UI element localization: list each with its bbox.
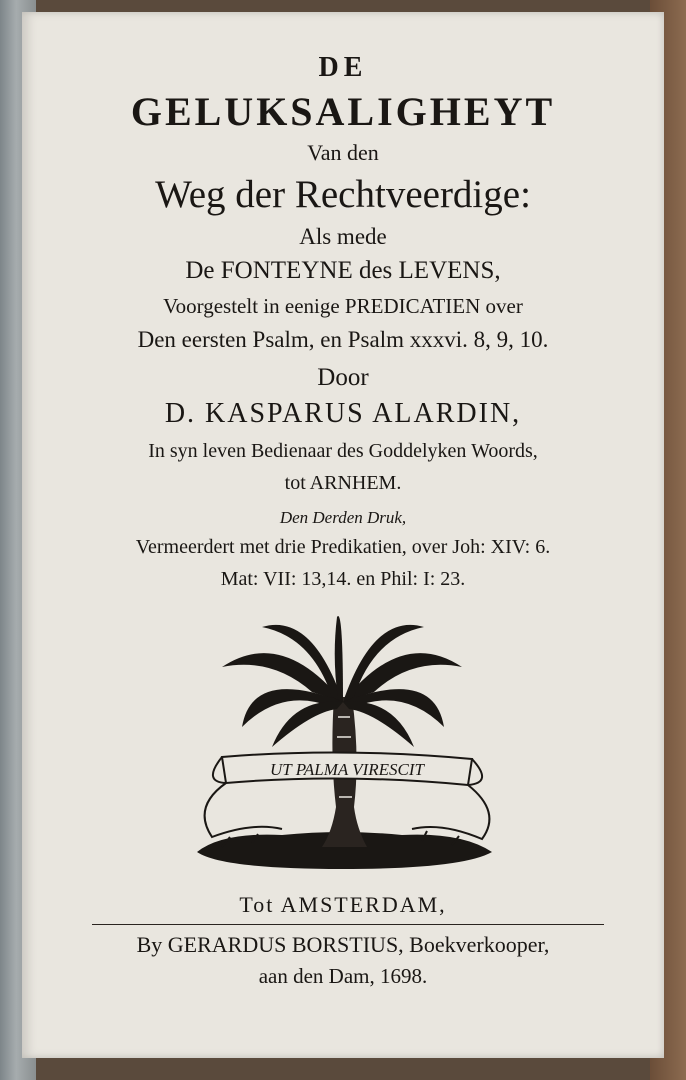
author-name: D. KASPARUS ALARDIN,	[164, 398, 522, 429]
author-location: tot ARNHEM.	[284, 472, 402, 494]
device-motto: UT PALMA VIRESCIT	[270, 760, 424, 779]
imprint-place: Tot AMSTERDAM,	[239, 892, 447, 917]
heading-geluksaligheyt: GELUKSALIGHEYT	[130, 89, 556, 134]
imprint-publisher: By GERARDUS BORSTIUS, Boekverkooper,	[136, 932, 550, 957]
title-page	[22, 12, 664, 1058]
line-van-den: Van den	[307, 140, 379, 165]
line-weg-der-rechtveerdige: Weg der Rechtveerdige:	[155, 173, 531, 216]
edition-statement: Den Derden Druk,	[279, 508, 407, 527]
scripture-references: Mat: VII: 13,14. en Phil: I: 23.	[220, 568, 466, 590]
line-fonteyne: De FONTEYNE des LEVENS,	[185, 257, 501, 284]
printers-device-palm-tree-icon	[162, 607, 522, 892]
enlarged-statement: Vermeerdert met drie Predikatien, over Joh: XIV: 6.	[135, 536, 551, 558]
line-als-mede: Als mede	[299, 224, 387, 249]
line-door: Door	[317, 364, 369, 391]
heading-de: DE	[318, 52, 368, 83]
imprint-divider	[92, 924, 604, 925]
author-description: In syn leven Bedienaar des Goddelyken Woords,	[148, 440, 538, 462]
imprint-address-date: aan den Dam, 1698.	[258, 964, 428, 988]
line-voorgestelt: Voorgestelt in eenige PREDICATIEN over	[163, 294, 523, 318]
line-den-eersten-psalm: Den eersten Psalm, en Psalm xxxvi. 8, 9, 10.	[137, 327, 549, 352]
